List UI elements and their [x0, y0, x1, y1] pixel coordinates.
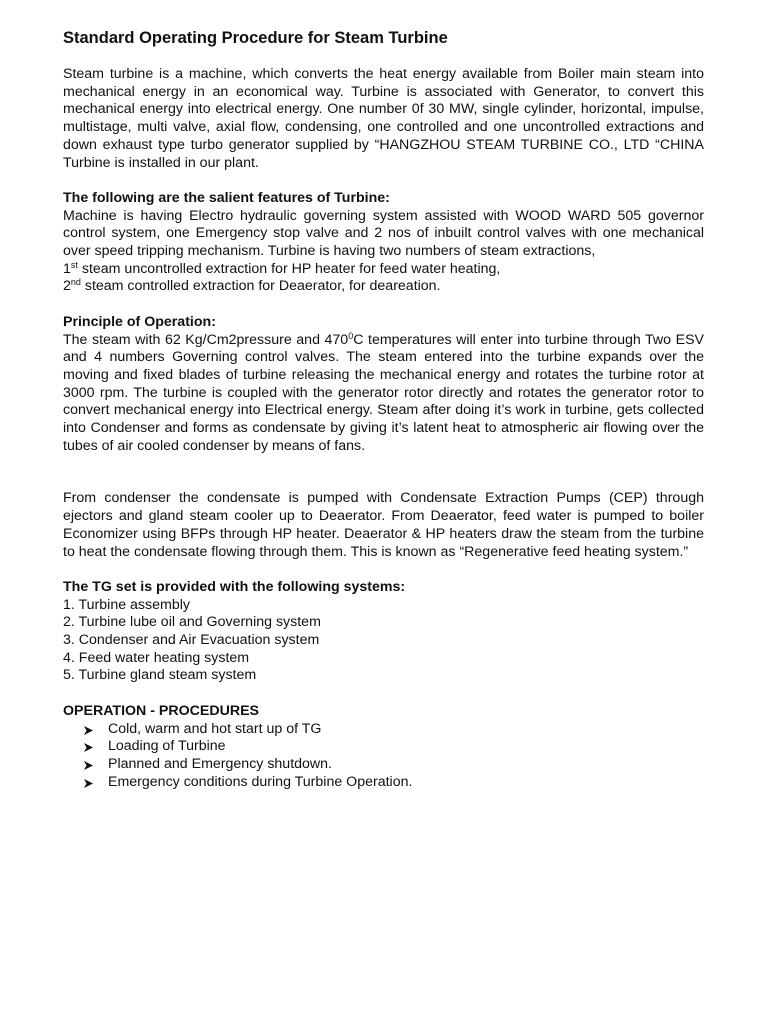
- systems-list-item: 5. Turbine gland steam system: [63, 667, 257, 684]
- degree-superscript: 0: [348, 330, 354, 341]
- operation-item-text: Emergency conditions during Turbine Operation.: [108, 773, 413, 790]
- systems-list-item: 4. Feed water heating system: [63, 649, 250, 666]
- operation-item-text: Cold, warm and hot start up of TG: [108, 720, 322, 737]
- arrowhead-bullet-icon: [83, 778, 94, 789]
- operation-section: [63, 703, 704, 792]
- extraction-2-text: steam controlled extraction for Deaerator, for deareation.: [80, 278, 441, 295]
- document-title: Standard Operating Procedure for Steam Turbine: [63, 29, 448, 47]
- arrowhead-bullet-icon: [83, 742, 94, 753]
- extraction-1-number: 1: [63, 260, 71, 277]
- extraction-1-suffix: st: [70, 259, 78, 270]
- features-section: [63, 190, 704, 296]
- extraction-2-number: 2: [63, 278, 71, 295]
- operation-item-text: Loading of Turbine: [108, 738, 226, 755]
- document-page: [63, 28, 704, 791]
- extraction-line-1: [63, 261, 704, 279]
- arrowhead-bullet-icon: [83, 760, 94, 771]
- condenser-paragraph: From condenser the condensate is pumped with Condensate Extraction Pumps (CEP) through ejectors and gland steam cooler up to Deaerator. From Deaerator, feed water is pumped to boiler Economizer using BFPs through HP heater. Deaerator & HP heaters draw the steam from the turbine to heat the condensate flowing through them. This is known as “Regenerative feed heating system.”: [63, 490, 704, 560]
- systems-list-item: 2. Turbine lube oil and Governing system: [63, 614, 321, 631]
- principle-section: [63, 314, 704, 456]
- operation-item-text: Planned and Emergency shutdown.: [108, 755, 332, 772]
- operation-list-item: [83, 756, 704, 774]
- section-spacer: [63, 455, 704, 490]
- extraction-2-suffix: nd: [70, 277, 81, 288]
- systems-list-item: 3. Condenser and Air Evacuation system: [63, 632, 320, 649]
- features-body: Machine is having Electro hydraulic governing system assisted with WOOD WARD 505 governor control system, one Emergency stop valve and 2 nos of inbuilt control valves with one mechanical over speed tripping mechanism. Turbine is having two numbers of steam extractions,: [63, 207, 704, 260]
- operation-heading: OPERATION - PROCEDURES: [63, 702, 260, 719]
- systems-heading: The TG set is provided with the following systems:: [63, 578, 406, 595]
- features-heading: The following are the salient features of Turbine:: [63, 189, 390, 206]
- extraction-line-2: [63, 278, 704, 296]
- intro-paragraph: Steam turbine is a machine, which converts the heat energy available from Boiler main steam into mechanical energy in an economical way. Turbine is associated with Generator, to convert this mechanical energy into electrical energy. One number 0f 30 MW, single cylinder, horizontal, impulse, multistage, multi valve, axial flow, condensing, one controlled and one uncontrolled extractions and down exhaust type turbo generator supplied by “HANGZHOU STEAM TURBINE CO., LTD “CHINA Turbine is installed in our plant.: [63, 66, 704, 171]
- operation-list-item: [83, 774, 704, 792]
- principle-body: [63, 332, 704, 456]
- principle-body-part-2: C temperatures will enter into turbine through Two ESV and 4 numbers Governing control valves. The steam entered into the turbine expands over the moving and fixed blades of turbine releasing the mechanical energy and rotates the turbine rotor at 3000 rpm. The turbine is coupled with the generator rotor directly and rotates the generator rotor to convert mechanical energy into Electrical energy. Steam after doing it’s work in turbine, gets collected into Condenser and forms as condensate by giving it’s latent heat to atmospheric air flowing over the tubes of air cooled condenser by means of fans.: [63, 331, 704, 454]
- operation-list: [63, 721, 704, 792]
- systems-list-item: 1. Turbine assembly: [63, 596, 190, 613]
- operation-list-item: [83, 721, 704, 739]
- principle-heading: Principle of Operation:: [63, 313, 216, 330]
- arrowhead-bullet-icon: [83, 725, 94, 736]
- systems-section: [63, 579, 704, 685]
- extraction-1-text: steam uncontrolled extraction for HP heater for feed water heating,: [77, 260, 501, 277]
- operation-list-item: [83, 738, 704, 756]
- principle-body-part-1: The steam with 62 Kg/Cm2pressure and 470: [63, 331, 349, 348]
